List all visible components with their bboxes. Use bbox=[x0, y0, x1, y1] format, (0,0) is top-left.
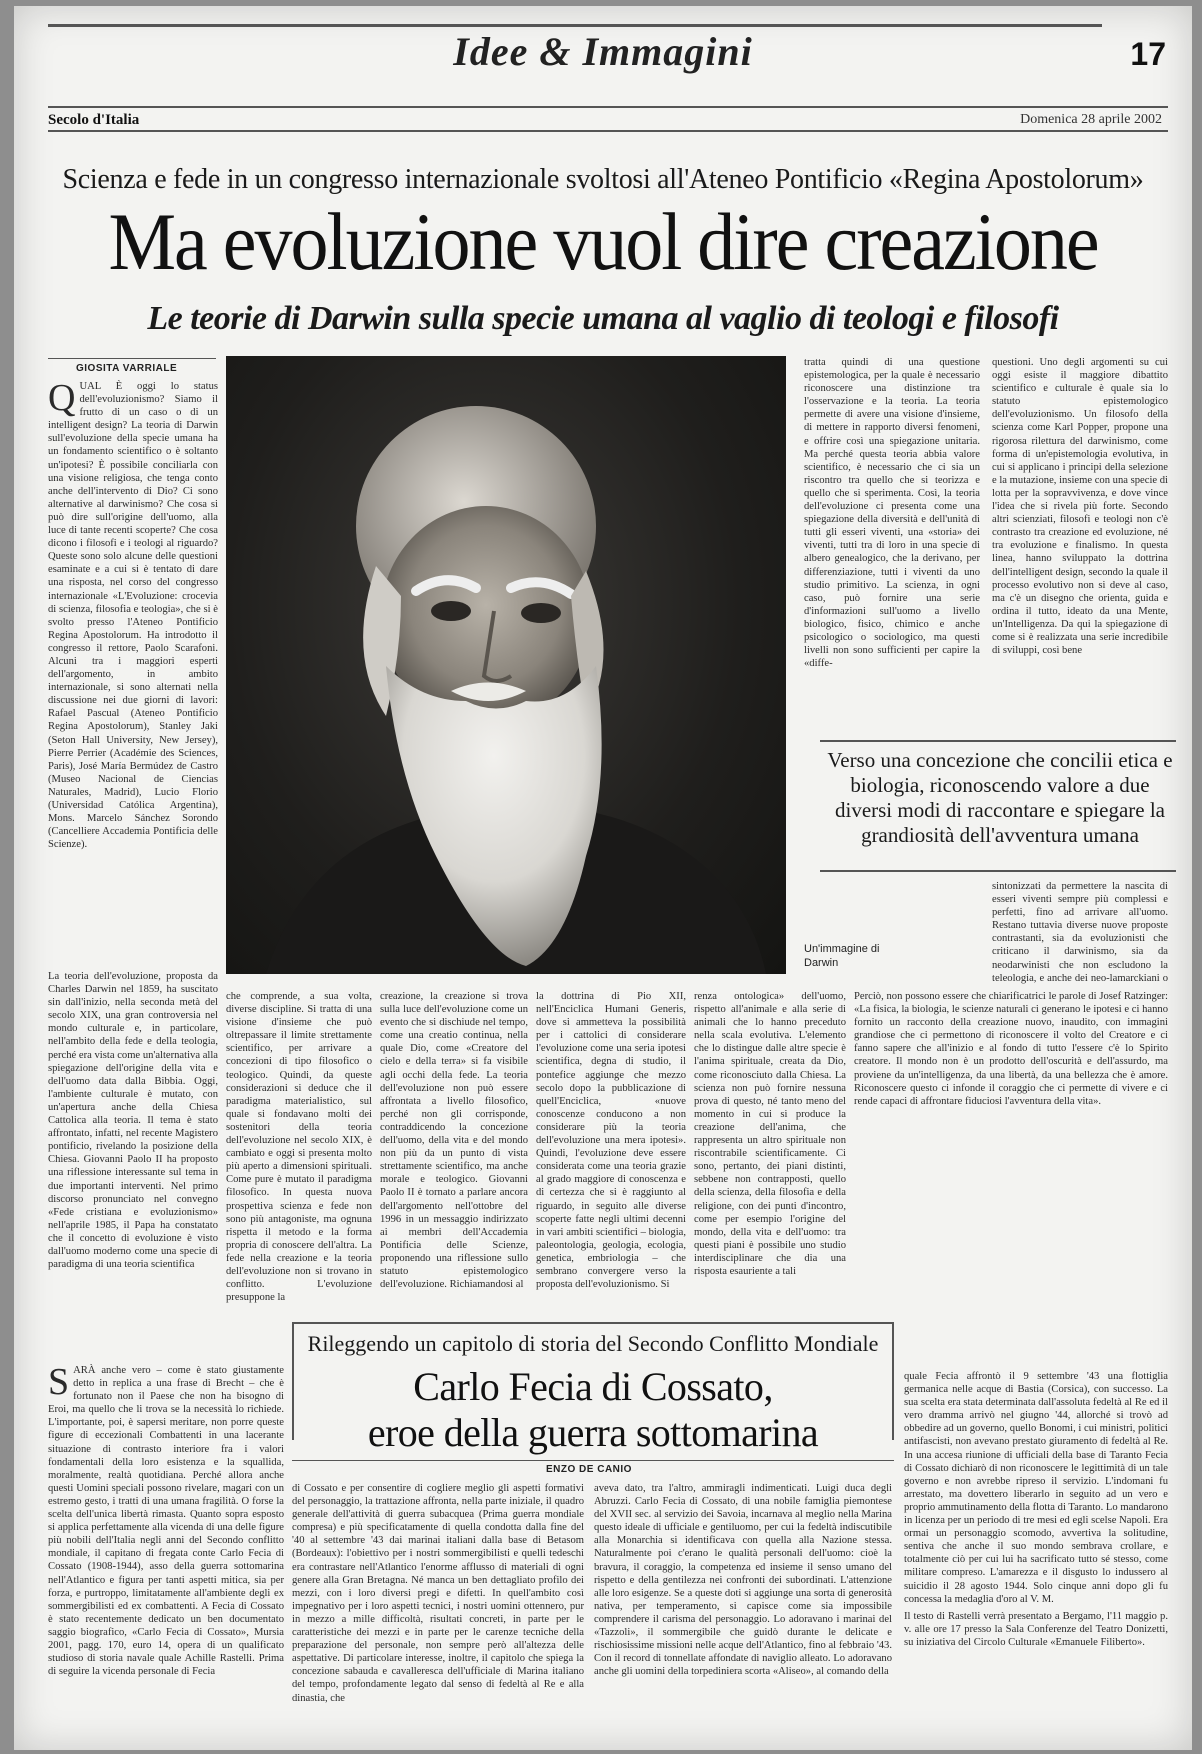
article-column-4-top-text: tratta quindi di una questione epistemologica, per la quale è necessario riconoscere una distinzione tra l'osservazione e la teoria. La teoria permette di avere una visione d'insieme, di mettere in rapporto diversi fenomeni, e offrire così una spiegazione unitaria. Ma perché questa teoria abbia valore scientifico, è necessario che ci sia un riscontro tra quello che si teorizza e quello che si sperimenta. Così, la teoria dell'evoluzione ci presenta come una spiegazione della diversità e dell'unità di tutti gli esseri viventi, una «storia» dei viventi, tutti tra di loro in una specie di albero genealogico, che la derivano, per differenziazione, tutti i viventi da uno studio primitivo. La scienza, in ogni caso, può fornire una serie d'informazioni sull'uomo a livello biologico, fisico, chimico e anche psicologico o sociologico, ma questi livelli non sono sufficienti per capire la «diffe- bbox=[804, 357, 980, 670]
box-column-1 bbox=[48, 1364, 284, 1750]
paper-name: Secolo d'Italia bbox=[48, 112, 140, 128]
page-number: 17 bbox=[1130, 36, 1166, 72]
byline-rule bbox=[48, 358, 216, 359]
article-column-2-text: che comprende, a sua volta, diverse discipline. Si tratta di una visione d'insieme che può oltrepassare il limite strettamente scientifico, per arrivare a concezioni di tipo filosofico o teologico. Quindi, da queste considerazioni si deduce che il paradigma materialistico, sul quale si fondavano molti dei sostenitori della teoria dell'evoluzione nel secolo XIX, è cambiato e oggi si presenta molto più aperto a dimensioni spirituali. Come pure è mutato il paradigma filosofico. In questa nuova prospettiva scienza e fede non sono più antagoniste, ma ognuna rispetta il metodo e la forma propria di conoscere dell'altra. La fede nella creazione e la teoria dell'evoluzione non si trovano in conflitto. L'evoluzione presuppone la bbox=[226, 991, 372, 1304]
box-column-2 bbox=[292, 1482, 584, 1750]
photo-caption: Un'immagine di Darwin bbox=[804, 943, 880, 969]
article-column-6-text: renza ontologica» dell'uomo, rispetto all'animale e alla serie di animali che lo hanno preceduto nella scala evolutiva. L'elemento che lo distingue dalle altre specie è l'anima spirituale, creata da Dio, come riconosciuto dalla Chiesa. La scienza non può fornire nessuna prova di questo, né tanto meno del momento in cui si produce la creazione dell'anima, che rappresenta un altro spirituale non riscontrabile scientificamente. Ci sono, pertanto, dei piani distinti, sebbene non contrapposti, quello della scienza, della filosofia e della religione, con dei punti d'incontro, come per esempio l'origine del mondo, della vita e dell'uomo: tra questi piani è possibile uno studio interdisciplinare che dia una risposta esauriente a tali bbox=[694, 991, 846, 1277]
box-column-4-note: Il testo di Rastelli verrà presentato a Bergamo, l'11 maggio p. v. alle ore 17 presso la Sala Conferenze del Teatro Donizetti, su iniziativa del Circolo Culturale «Emanuele Filiberto». bbox=[904, 1610, 1168, 1648]
article-dropcap: Q bbox=[48, 380, 76, 419]
box-headline-line-2: eroe della guerra sottomarina bbox=[367, 1410, 819, 1455]
pullquote: Verso una concezione che concilii etica e biologia, riconoscendo valore a due diversi modi di raccontare e spiegare la grandiosità dell'avventura umana bbox=[827, 748, 1173, 847]
box-byline-rule bbox=[292, 1460, 894, 1461]
article-column-4-text: la dottrina di Pio XII, nell'Enciclica Humani Generis, dove si ammetteva la possibilità per i cattolici di considerare l'evoluzione come una seria ipotesi scientifica, degna di studio, il pontefice aggiunge che mezzo secolo dopo la pubblicazione di quell'Enciclica, «nuove conoscenze conducono a non considerare più la teoria dell'evoluzione una mera ipotesi». Quindi, l'evoluzione deve essere considerata come una teoria grazie al grado maggiore di conoscenza e di certezza che si è raggiunto al riguardo, in seguito alle diverse scoperte fatte negli ultimi decenni in vari ambiti scientifici – biologia, paleontologia, geologia, ecologia, genetica, embriologia – che sembrano convergere verso la proposta dell'evoluzionismo. Si bbox=[536, 991, 686, 1291]
article-kicker: Scienza e fede in un congresso internazionale svoltosi all'Ateneo Pontificio «Regina Apostolorum» bbox=[62, 164, 1144, 195]
article-column-5-text: Perciò, non possono essere che chiarificatrici le parole di Josef Ratzinger: «La fisica, la biologia, le scienze naturali ci generano le ipotesi e ci hanno fornito un racconto della creazione nuovo, inaudito, con immagini grandiose che ci permettono di riconoscere il volto del Creatore e ci fanno sapere che all'inizio e al fondo di tutto l'essere c'è lo Spirito creatore. Il mondo non è un prodotto dell'oscurità e dell'assurdo, ma proviene da un'intelligenza, da una libertà, da una bellezza che è amore. Riconoscere questo ci infonde il coraggio che ci permette di vivere e ci rende capaci di affrontare fiduciosi l'avventura della vita». bbox=[854, 991, 1168, 1107]
box-column-3 bbox=[594, 1482, 892, 1750]
box-column-2-text: di Cossato e per consentire di cogliere meglio gli aspetti formativi del personaggio, la trattazione affronta, nella parte iniziale, il quadro generale dell'attività di guerra subacquea (Prima guerra mondiale compresa) e più specificatamente di quella condotta dalla fine del '40 al settembre '43 dai marinai italiani dalla base di Betasom (Bordeaux): l'obiettivo per i nostri sommergibilisti e quelli tedeschi era contrastare nell'Atlantico l'enorme afflusso di materiali di ogni genere alla Gran Bretagna. Né manca un ben dettagliato profilo dei mezzi, con i loro diversi pregi e difetti. In quell'ambito così impegnativo per i loro aspetti tecnici, i nostri uomini ottennero, pur in mezzo a mille difficoltà, risultati concreti, in parte per le caratteristiche dei mezzi e in parte per le carenze tecniche della preparazione del personale, non sempre però all'altezza delle aspettative. Di particolare interesse, inoltre, il capitolo che spiega la concezione sabauda e cavalleresca dell'ufficiale di Marina italiano del tempo, profondamente legato dal senso di fedeltà al Re e alla dinastia, che bbox=[292, 1483, 584, 1704]
top-rule bbox=[48, 24, 1102, 27]
box-column-4 bbox=[904, 1370, 1168, 1750]
article-column-4-top bbox=[804, 356, 980, 734]
box-kicker: Rileggendo un capitolo di storia del Secondo Conflitto Mondiale bbox=[307, 1331, 879, 1356]
article-column-1 bbox=[48, 380, 218, 966]
article-column-1b bbox=[48, 970, 218, 1370]
box-byline: ENZO DE CANIO bbox=[546, 1464, 632, 1475]
pullquote-rule-top bbox=[820, 740, 1176, 742]
article-column-5-mid bbox=[992, 880, 1168, 986]
box-column-1-text: ARÀ anche vero – come è stato giustamente detto in replica a una frase di Brecht – che è fortunato non il Paese che non ha bisogno di Eroi, ma quello che li trova se la necessità lo richiede. L'importante, poi, è sapersi meritare, non porre queste figure di eccezionali Combattenti in una lacerante situazione di contrasto interiore fra i valori fondamentali della loro esistenza e la squallida, moralmente, realtà quotidiana. Perché allora anche questi Uomini speciali possono rivelare, magari con un estremo gesto, i tratti di una umana fragilità. O forse la scelta dell'unica libertà rimasta. Quanto sopra esposto si applica perfettamente alla vicenda di una delle figure più nobili dell'Italia negli anni del Secondo conflitto mondiale, il capitano di fregata conte Carlo Fecia di Cossato (1908-1944), asso della guerra sottomarina nell'Atlantico e figura per tanti aspetti mitica, sia per forza, e purtroppo, limitatamente all'ambiente degli ex sommergibilisti ed ex combattenti. A Fecia di Cossato è stato recentemente dedicato un ben documentato saggio biografico, «Carlo Fecia di Cossato», Mursia 2001, pagg. 170, euro 14, opera di un qualificato studioso di storia navale quale Achille Rastelli. Prima di seguire la vicenda personale di Fecia bbox=[48, 1365, 284, 1678]
article-column-3-text: creazione, la creazione si trova sulla luce dell'evoluzione come un evento che si dischiude nel tempo, come una creatio continua, nella quale Dio, come «Creatore del cielo e della terra» si fa visibile agli occhi della fede. La teoria dell'evoluzione non può essere affrontata a livello filosofico, perché non gli corrisponde, contraddicendo la concezione dell'uomo, della vita e del mondo non più da un punto di vista strettamente scientifico, ma anche morale e teologico. Giovanni Paolo II è tornato a parlare ancora dell'argomento nell'ottobre del 1996 in un messaggio indirizzato ai membri dell'Accademia Pontificia delle Scienze, proponendo una riflessione sullo statuto epistemologico dell'evoluzione. Richiamandosi al bbox=[380, 991, 528, 1291]
article-column-5 bbox=[854, 990, 1168, 1370]
article-column-1b-text: La teoria dell'evoluzione, proposta da Charles Darwin nel 1859, ha suscitato sin dall'inizio, nella seconda metà del secolo XIX, una gran controversia nel mondo culturale e, in particolare, nell'ambito della fede e della teologia, perché era vista come un'alternativa alla spiegazione dell'origine della vita e dell'uomo data dalla Bibbia. Oggi, l'ambiente culturale è mutato, con un'apertura anche della Chiesa Cattolica alla teoria. Il tema è stato affrontato, infatti, nel recente Magistero pontificio, rivelando la posizione della Chiesa. Giovanni Paolo II ha proposto una riflessione interessante sul tema in due importanti interventi. Nel primo discorso pronunciato nel convegno «Fede cristiana e evoluzionismo» nell'aprile 1985, il Papa ha constatato che il concetto di evoluzione è visto dall'uomo moderno come una specie di paradigma di una teoria scientifica bbox=[48, 971, 218, 1271]
box-headline bbox=[292, 1364, 894, 1456]
box-frame-top bbox=[292, 1322, 894, 1324]
darwin-photo bbox=[226, 356, 786, 974]
newspaper-page bbox=[14, 6, 1192, 1750]
masthead-rule-bottom bbox=[48, 130, 1168, 132]
box-column-3-text: aveva dato, tra l'altro, ammiragli indimenticati. Luigi duca degli Abruzzi. Carlo Fecia di Cossato, di una nobile famiglia piemontese del XVII sec. al servizio dei Savoia, incarnava al meglio nella Marina questo ideale di ufficiale e gentiluomo, per cui la fedeltà indiscutibile alla Monarchia si identificava con quella alla Nazione stessa. Naturalmente poi c'erano le qualità personali dell'uomo: cioè la bravura, il coraggio, la competenza ed insieme il senso umano del rispetto e della gentilezza nei confronti dei subordinati. L'attenzione alle loro esigenze. Se a queste doti si aggiunge una sorta di generosità nativa, per temperamento, si capisce come sia impossibile comprendere il carisma del personaggio. Lo adoravano i marinai del «Tazzoli», il sommergibile che guidò durante le delicate e rischiosissime missioni nelle acque dell'Atlantico, fino al febbraio '43. Con il record di tonnellate affondate di naviglio alleato. Lo adoravano anche gli uomini della torpediniera scorta «Aliseo», al comando della bbox=[594, 1483, 892, 1678]
darwin-portrait-illustration bbox=[226, 356, 786, 974]
article-column-6 bbox=[694, 990, 846, 1370]
box-dropcap: S bbox=[48, 1364, 70, 1403]
issue-date: Domenica 28 aprile 2002 bbox=[1020, 112, 1162, 127]
article-subhead: Le teorie di Darwin sulla specie umana al vaglio di teologi e filosofi bbox=[147, 300, 1059, 337]
article-column-5-top bbox=[992, 356, 1168, 734]
article-headline: Ma evoluzione vuol dire creazione bbox=[108, 196, 1098, 288]
article-column-2 bbox=[226, 990, 372, 1370]
article-column-1-text: UAL È oggi lo status dell'evoluzionismo? Siamo il frutto di un caso o di un intelligent design? La teoria di Darwin sull'evoluzione della specie umana ha un fondamento scientifico o è soltanto un'ipotesi? È possibile conciliarla con una visione religiosa, che tenga conto anche dell'intervento di Dio? Ci sono alternative al darwinismo? Che cosa si può dire sull'origine dell'uomo, alla luce di tante recenti scoperte? Che cosa dicono i filosofi e i teologi al riguardo? Queste sono solo alcune delle questioni esaminate e a cui si è tentato di dare una risposta, nel corso del congresso internazionale «L'Evoluzione: crocevia di scienza, filosofia e teologia», che si è svolto presso l'Ateneo Pontificio Regina Apostolorum. Ha introdotto il congresso il rettore, Paolo Scarafoni. Alcuni tra i maggiori esperti dell'argomento, in ambito internazionale, si sono alternati nella discussione nei due giorni di lavori: Rafael Pascual (Ateneo Pontificio Regina Apostolorum), Stanley Jaki (Seton Hall University, New Jersey), Pierre Perrier (Académie des Sciences, Paris), José María Bermúdez de Castro (Museo Nacional de Ciencias Naturales, Madrid), Lucio Florio (Universidad Católica Argentina), Mons. Marcelo Sánchez Sorondo (Cancelliere Accademia Pontificia delle Scienze). bbox=[48, 381, 218, 851]
article-column-5-top-text: questioni. Uno degli argomenti su cui oggi esiste il maggiore dibattito scientifico e culturale è quale sia lo statuto epistemologico dell'evoluzionismo. Un filosofo della scienza come Karl Popper, propone una rigorosa rilettura del darwinismo, come forma di un'epistemologia evolutiva, in cui si applicano i principi della selezione e la mutazione, insieme con una specie di lotta per la sopravvivenza, e dove vince l'idea che si rivela più forte. Secondo altri scienziati, filosofi e teologi non c'è contrasto tra creazione ed evoluzione, né tra evoluzione e finalismo. In questa linea, hanno sviluppato la dottrina dell'intelligent design, secondo la quale il processo evolutivo non si deve al caso, ma c'è un disegno che orienta, guida e ordina il tutto, ideato da una Mente, un'Intelligenza. Da qui la spiegazione di come si è realizzata una serie incredibile di sviluppi, così bene bbox=[992, 357, 1168, 657]
article-column-3 bbox=[380, 990, 528, 1370]
box-headline-line-1: Carlo Fecia di Cossato, bbox=[413, 1364, 773, 1409]
article-byline: GIOSITA VARRIALE bbox=[76, 363, 178, 374]
section-title: Idee & Immagini bbox=[453, 29, 753, 74]
article-column-4 bbox=[536, 990, 686, 1370]
article-column-5-mid-text: sintonizzati da permettere la nascita di esseri viventi sempre più complessi e perfetti, fino ad arrivare all'uomo. Restano tuttavia diverse nuove proposte contrastanti, sia da evoluzionisti che criticano il darwinismo, sia da neodarwinisti che non escludono la teleologia, e anche dei neo-lamarckiani o bbox=[992, 881, 1168, 984]
masthead-rule bbox=[48, 106, 1168, 108]
pullquote-rule-bottom bbox=[820, 870, 1176, 872]
box-column-4-text: quale Fecia affrontò il 9 settembre '43 una flottiglia germanica nelle acque di Bastia (Corsica), con successo. La sua scelta era stata determinata dall'assoluta fedeltà al Re ed il vero dramma arrivò nel giugno '44, allorché si trovò ad obbedire ad un governo, quello Bonomi, i cui ministri, politici antifascisti, non avevano prestato giuramento di fedeltà al Re. In una accesa riunione di ufficiali della base di Taranto Fecia di Cossato dichiarò di non riconoscere le legittimità di un tale governo e non avrebbe ripreso il servizio. L'indomani fu arrestato, ma dovettero liberarlo in seguito ad un vero e proprio ammutinamento della flotta di Taranto. Lo mandarono in licenza per un periodo di tre mesi ed egli scelse Napoli. Era ormai un personaggio scomodo, avvertiva la solitudine, sentiva che anche il suo mondo sembrava crollare, e totalmente ciò per cui lui ha sacrificato tutto sé stesso, come militare compreso. L'amarezza e il disgusto lo indussero al suicidio il 28 agosto 1944. Solo cinque anni dopo gli fu concessa la medaglia d'oro al V. M. bbox=[904, 1371, 1168, 1605]
